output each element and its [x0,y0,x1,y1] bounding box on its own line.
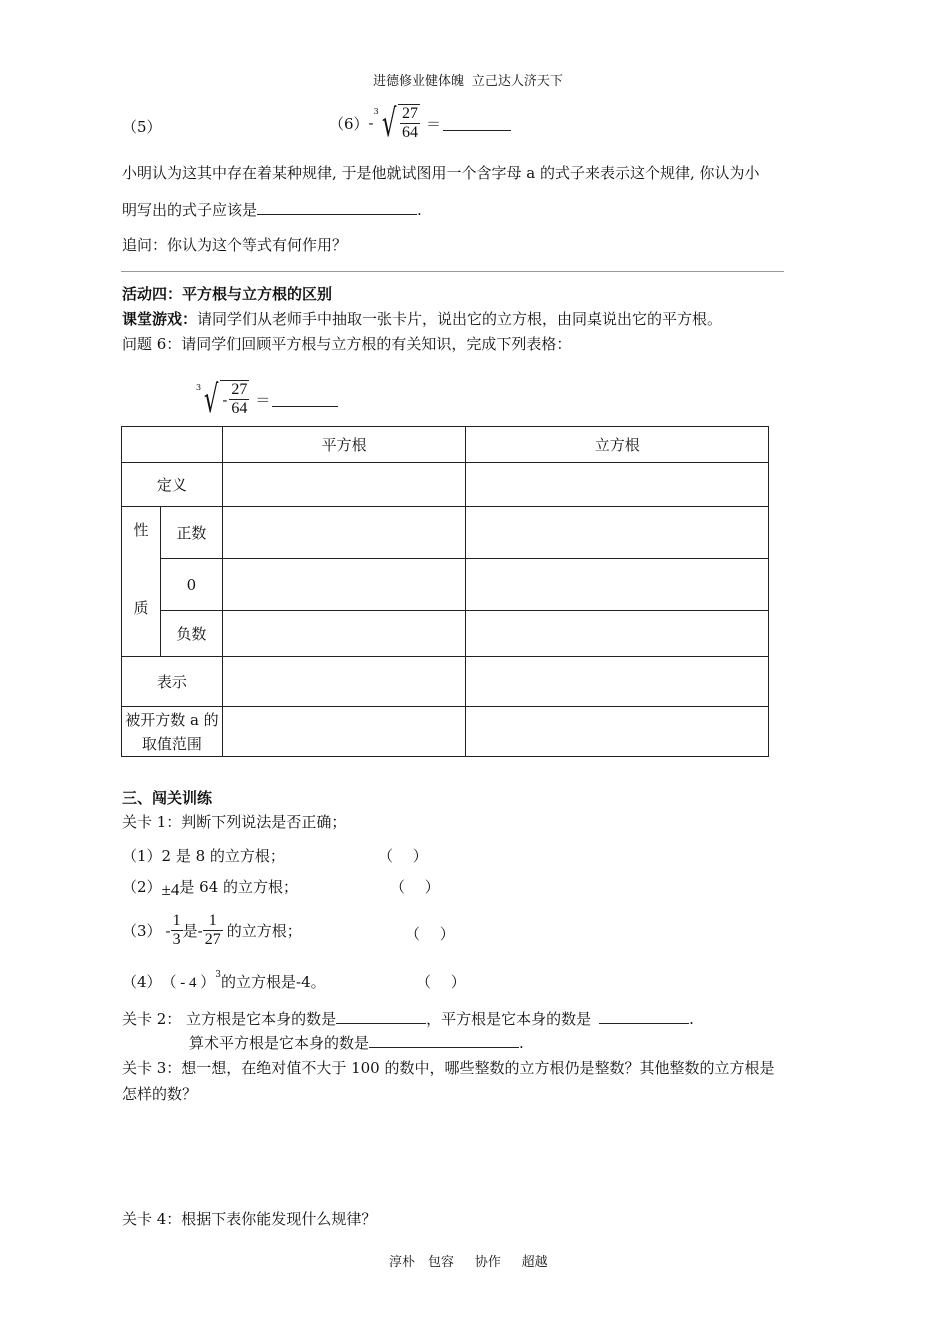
question-2-text: 是 64 的立方根； [179,878,299,896]
item-6-label: （6） [329,114,369,133]
table-row [122,707,769,757]
answer-paren-2[interactable]: （ ） [390,878,440,896]
comparison-table [121,426,769,757]
header-motto: 进德修业健体魄 立己达人济天下 [373,74,563,89]
negative-four-base: （ - 4 ） [161,975,216,991]
question-3-number: （3） [122,922,162,940]
fraction [229,381,249,418]
plus-minus-four: ±4 [161,879,180,899]
answer-cell-cube-definition[interactable] [466,463,769,507]
activity-4-title: 活动四：平方根与立方根的区别 [122,285,333,303]
exponent: 3 [215,969,222,980]
answer-cell-cube-negative[interactable] [466,611,769,657]
answer-cell-square-negative[interactable] [222,611,466,657]
paragraph-line-1: 小明认为这其中存在着某种规律, 于是他就试图用一个含字母 a 的式子来表示这个规律, 你认为小 [122,164,760,182]
classroom-game [122,308,722,329]
row-label-positive: 正数 [160,507,222,559]
footer-motto: 淳朴 包容 协作 超越 [389,1255,548,1270]
minus-sign: - [165,921,171,940]
level-3-line-2: 怎样的数？ [122,1085,198,1103]
answer-cell-square-zero[interactable] [222,559,466,611]
fraction-numerator: 27 [231,381,248,398]
table-row [122,657,769,707]
fraction-denominator: 64 [231,400,248,417]
radical-sign-icon: √ [381,101,397,145]
answer-cell-square-notation[interactable] [222,657,466,707]
answer-paren-1[interactable]: （ ） [378,847,428,865]
minus-sign: - [222,390,228,409]
header-square-root: 平方根 [222,427,466,463]
level-2-prefix: 关卡 2： 立方根是它本身的数是 [122,1010,337,1028]
period: . [689,1010,694,1028]
cube-root [196,377,249,421]
answer-cell-square-positive[interactable] [222,507,466,559]
range-line-2: 取值范围 [141,734,202,753]
divider-line [121,271,784,272]
row-label-notation: 表示 [122,657,223,707]
exercise-item-5: （5） [122,118,162,136]
answer-cell-square-definition[interactable] [222,463,466,507]
answer-cell-cube-notation[interactable] [466,657,769,707]
blank-cube-root-itself[interactable] [336,1009,426,1024]
answer-blank[interactable] [443,116,511,131]
header-cube-root: 立方根 [466,427,769,463]
game-label: 课堂游戏： [122,310,198,328]
table-row [122,463,769,507]
game-text: 请同学们从老师手中抽取一张卡片，说出它的立方根，由同桌说出它的平方根。 [197,310,723,328]
fraction-denominator: 27 [204,931,221,948]
row-label-range [122,707,223,757]
radicand [220,380,249,418]
level-3-line-1: 关卡 3：想一想，在绝对值不大于 100 的数中，哪些整数的立方根仍是整数？其他整数的立方根是 [122,1059,775,1077]
fraction-denominator: 3 [172,931,181,948]
level-2-line-2 [189,1032,524,1053]
answer-blank[interactable] [272,392,338,407]
answer-cell-square-range[interactable] [222,707,466,757]
table-header-row [122,427,769,463]
question-3-is: 是 [182,922,198,940]
period: . [519,1034,524,1052]
question-3 [122,912,302,949]
header-empty-cell [122,427,223,463]
question-4-text: 的立方根是-4。 [221,973,326,991]
equals-sign: ＝ [425,114,441,133]
row-label-definition: 定义 [122,463,223,507]
question-2 [122,876,298,897]
question-3-text: 的立方根； [226,922,302,940]
answer-paren-4[interactable]: （ ） [416,973,466,991]
follow-up-question: 追问：你认为这个等式有何作用？ [122,236,348,254]
table-row [122,611,769,657]
radical-sign-icon: √ [203,377,219,421]
answer-cell-cube-zero[interactable] [466,559,769,611]
property-char-bottom: 质 [133,599,149,617]
minus-sign: - [197,921,203,940]
section-3-title: 三、闯关训练 [122,789,213,807]
formula-blank[interactable] [257,200,417,215]
fraction-numerator: 27 [401,105,418,122]
answer-cell-cube-positive[interactable] [466,507,769,559]
cube-root-expression [373,101,420,145]
blank-arithmetic-root-itself[interactable] [369,1033,519,1048]
answer-cell-cube-range[interactable] [466,707,769,757]
level-2-mid: ，平方根是它本身的数是 [426,1010,592,1028]
minus-sign: - [368,114,374,132]
equals-sign: ＝ [255,390,271,409]
period: . [417,201,422,219]
question-1: （1）2 是 8 的立方根； [122,847,285,865]
exercise-item-6 [329,101,511,145]
level-4-instruction: 关卡 4：根据下表你能发现什么规律？ [122,1210,377,1228]
question-4-number: （4） [122,973,162,991]
table-row [122,507,769,559]
fraction-numerator: 1 [172,912,181,929]
root-index: 3 [196,382,202,392]
row-label-zero: 0 [160,559,222,611]
level-1-instruction: 关卡 1：判断下列说法是否正确； [122,813,347,831]
property-char-top: 性 [133,521,149,539]
row-label-property [122,507,161,657]
question-4 [122,971,326,992]
table-row [122,559,769,611]
fraction-one-third [171,912,183,949]
question-2-number: （2） [122,878,162,896]
radicand [398,104,420,142]
fraction-one-twenty-seventh [203,912,223,949]
fraction [400,105,420,142]
answer-paren-3[interactable]: （ ） [405,925,455,943]
paragraph-line-2 [122,199,422,220]
level-2-line-2-text: 算术平方根是它本身的数是 [189,1034,370,1052]
blank-square-root-itself[interactable] [599,1009,689,1024]
fraction-numerator: 1 [208,912,217,929]
level-2-line-1 [122,1008,694,1029]
floating-cube-root-expression [196,377,338,421]
fraction-denominator: 64 [401,124,418,141]
paragraph-line-2-prefix: 明写出的式子应该是 [122,201,258,219]
range-line-1: 被开方数 a 的 [125,710,219,729]
row-label-negative: 负数 [160,611,222,657]
root-index: 3 [373,106,379,116]
problem-6: 问题 6：请同学们回顾平方根与立方根的有关知识，完成下列表格： [122,335,572,353]
